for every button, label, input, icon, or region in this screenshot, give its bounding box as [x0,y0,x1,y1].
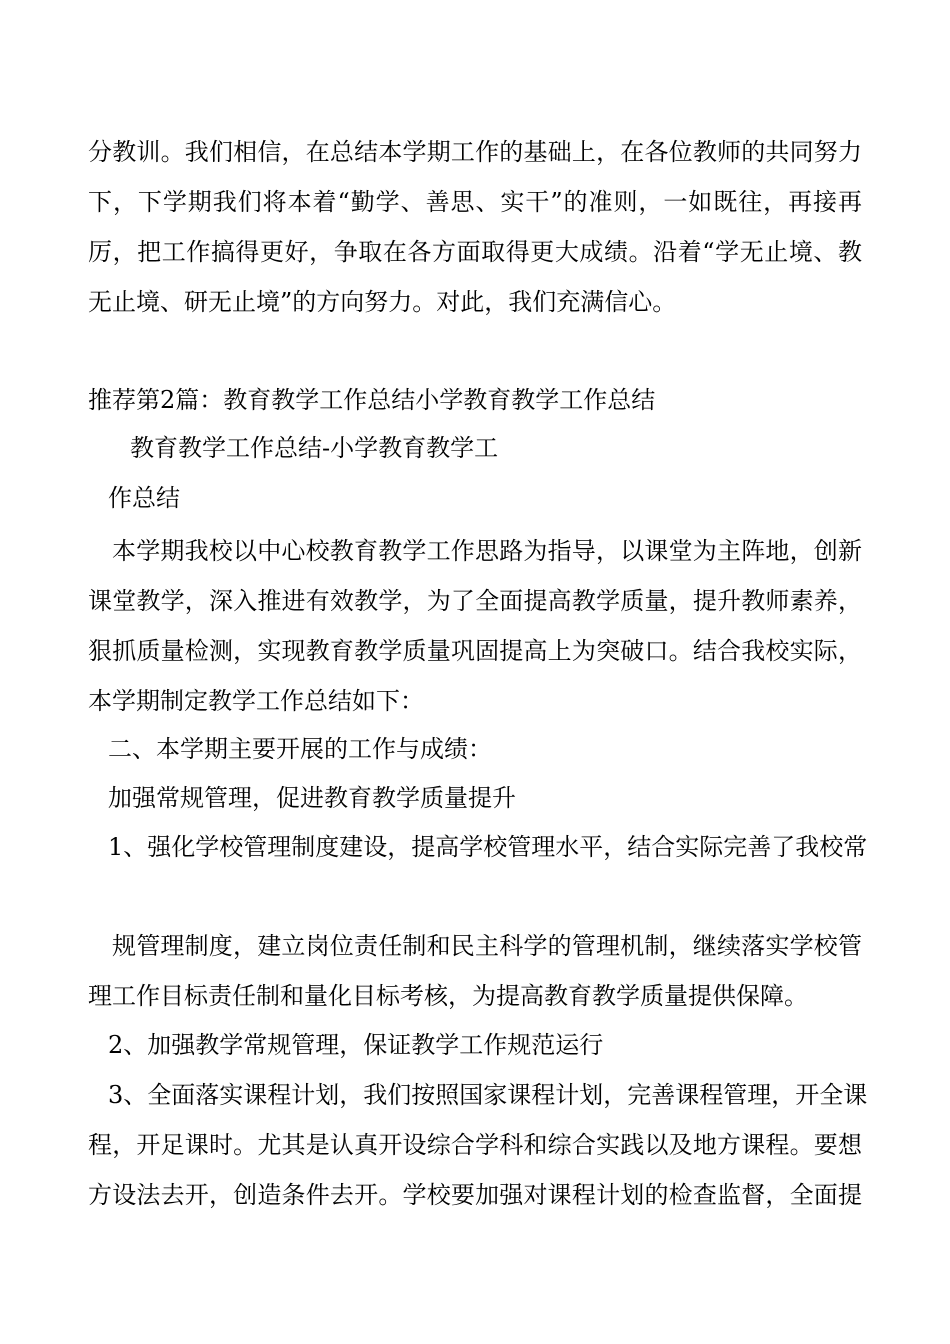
paragraph-2-line-4: 本学期制定教学工作总结如下： [88,687,424,715]
subheading: 加强常规管理，促进教育教学质量提升 [108,784,516,812]
item-3-line-1: 3、全面落实课程计划，我们按照国家课程计划，完善课程管理，开全课 [108,1081,868,1109]
item-1-line-2: 规管理制度，建立岗位责任制和民主科学的管理机制，继续落实学校管 [112,932,862,960]
article-title-line-2: 作总结 [108,484,180,512]
item-1-line-1: 1、强化学校管理制度建设，提高学校管理水平，结合实际完善了我校常 [108,833,868,861]
item-1-line-3: 理工作目标责任制和量化目标考核，为提高教育教学质量提供保障。 [88,982,808,1010]
item-3-line-2: 程，开足课时。尤其是认真开设综合学科和综合实践以及地方课程。要想 [88,1131,862,1159]
item-2: 2、加强教学常规管理，保证教学工作规范运行 [108,1031,604,1059]
paragraph-1-line-1: 分教训。我们相信，在总结本学期工作的基础上，在各位教师的共同努力 [88,138,862,166]
section-2-heading: 二、本学期主要开展的工作与成绩： [108,735,492,763]
item-3-line-3: 方设法去开，创造条件去开。学校要加强对课程计划的检查监督，全面提 [88,1181,862,1209]
paragraph-1-line-2: 下，下学期我们将本着“勤学、善思、实干”的准则，一如既往，再接再 [88,188,862,216]
paragraph-1-line-4: 无止境、研无止境”的方向努力。对此，我们充满信心。 [88,288,677,316]
recommend-heading: 推荐第2篇：教育教学工作总结小学教育教学工作总结 [88,386,656,414]
article-title-line-1: 教育教学工作总结-小学教育教学工 [130,434,499,462]
paragraph-2-line-2: 课堂教学，深入推进有效教学，为了全面提高教学质量，提升教师素养， [88,587,862,615]
paragraph-2-line-1: 本学期我校以中心校教育教学工作思路为指导，以课堂为主阵地，创新 [112,537,862,565]
paragraph-2-line-3: 狠抓质量检测，实现教育教学质量巩固提高上为突破口。结合我校实际， [88,637,862,665]
paragraph-1-line-3: 厉，把工作搞得更好，争取在各方面取得更大成绩。沿着“学无止境、教 [88,238,862,266]
